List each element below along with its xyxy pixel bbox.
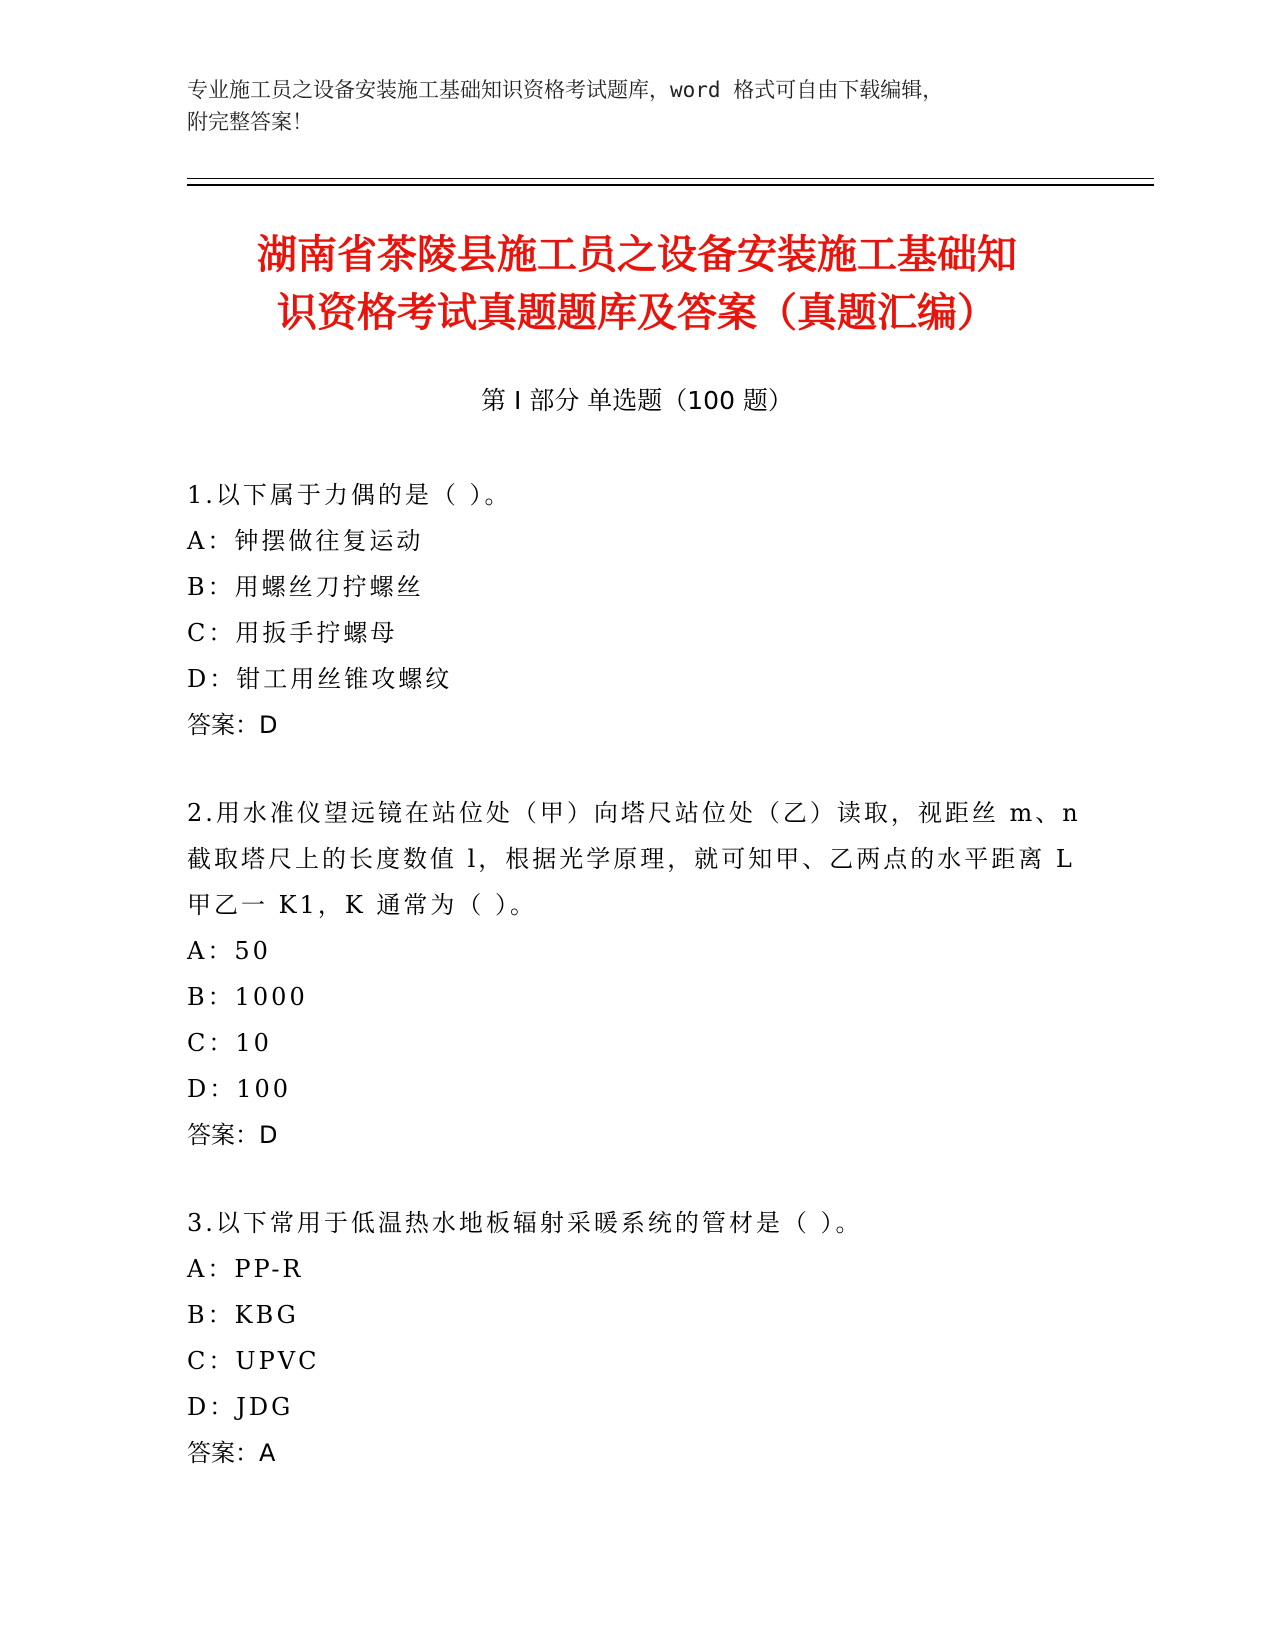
option-a: A：50 bbox=[187, 937, 271, 965]
question-list bbox=[187, 472, 1087, 1518]
option-b: B：用螺丝刀拧螺丝 bbox=[187, 573, 424, 601]
question-stem: 1.以下属于力偶的是（ ）。 bbox=[187, 481, 512, 509]
document-title bbox=[187, 226, 1087, 342]
question-3 bbox=[187, 1200, 1087, 1476]
answer: 答案：A bbox=[187, 1439, 276, 1467]
option-d: D：100 bbox=[187, 1075, 292, 1103]
option-c: C：UPVC bbox=[187, 1347, 320, 1375]
answer: 答案：D bbox=[187, 1121, 278, 1149]
option-b: B：KBG bbox=[187, 1301, 299, 1329]
option-a: A：钟摆做往复运动 bbox=[187, 527, 424, 555]
header-note-line: 专业施工员之设备安装施工基础知识资格考试题库，word 格式可自由下载编辑， bbox=[187, 78, 944, 102]
header-divider bbox=[187, 178, 1154, 186]
question-2 bbox=[187, 790, 1087, 1158]
document-title-line: 湖南省茶陵县施工员之设备安装施工基础知 bbox=[257, 232, 1017, 278]
option-a: A：PP-R bbox=[187, 1255, 304, 1283]
question-stem: 3.以下常用于低温热水地板辐射采暖系统的管材是（ ）。 bbox=[187, 1209, 863, 1237]
header-note bbox=[187, 74, 1107, 138]
option-c: C：10 bbox=[187, 1029, 272, 1057]
option-d: D：钳工用丝锥攻螺纹 bbox=[187, 665, 453, 693]
option-d: D：JDG bbox=[187, 1393, 294, 1421]
document-title-line: 识资格考试真题题库及答案（真题汇编） bbox=[277, 290, 997, 336]
answer: 答案：D bbox=[187, 711, 278, 739]
option-c: C：用扳手拧螺母 bbox=[187, 619, 398, 647]
header-note-line: 附完整答案！ bbox=[187, 110, 313, 134]
section-heading: 第 I 部分 单选题（100 题） bbox=[481, 386, 793, 415]
question-1 bbox=[187, 472, 1087, 748]
question-stem: 2.用水准仪望远镜在站位处（甲）向塔尺站位处（乙）读取，视距丝 m、n 截取塔尺上的长度数值 l，根据光学原理，就可知甲、乙两点的水平距离 L 甲乙一 K1，K 通常为（ ）。 bbox=[187, 799, 1081, 919]
option-b: B：1000 bbox=[187, 983, 308, 1011]
